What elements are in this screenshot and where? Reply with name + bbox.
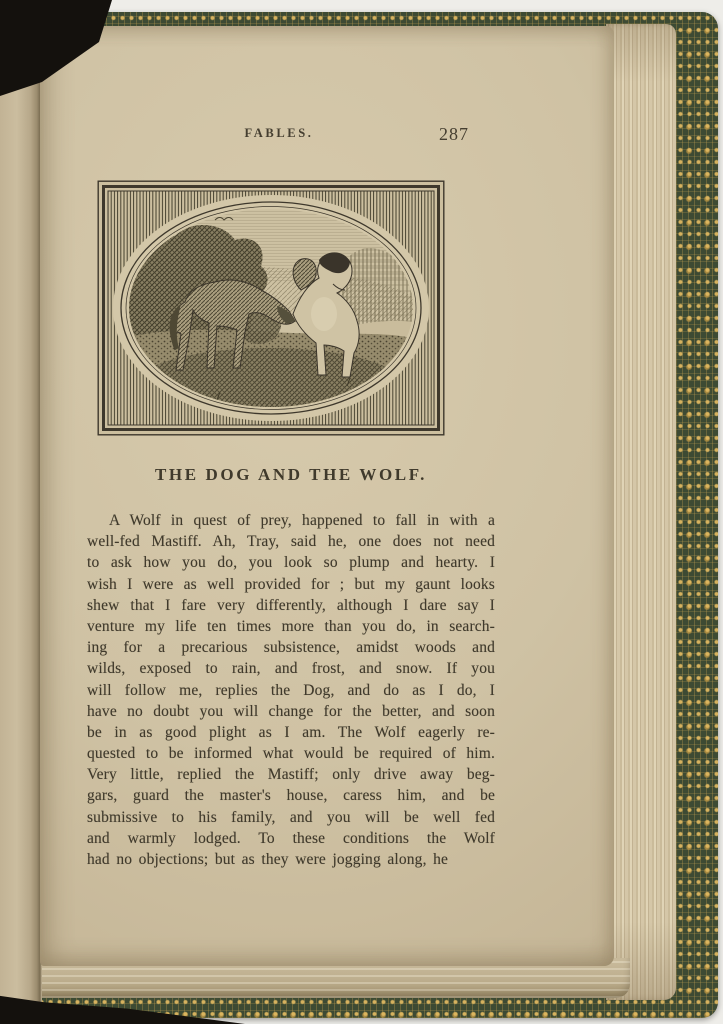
page-content: [87, 26, 495, 966]
page-fore-edge: [606, 24, 676, 1000]
running-header: FABLES.: [244, 126, 314, 140]
fable-illustration: [97, 180, 445, 436]
body-line: ing for a precarious subsistence, amidst woods and: [87, 639, 495, 657]
spine-gutter: [0, 16, 42, 1008]
body-line: to ask how you do, you look so plump and hearty. I: [87, 554, 495, 572]
body-line: shew that I fare very differently, although I dare say I: [87, 596, 495, 614]
body-line: submissive to his family, and you will be well fed: [87, 808, 495, 826]
engraving-dog-and-wolf: [97, 180, 445, 436]
page-header-row: [87, 126, 495, 148]
body-line: A Wolf in quest of prey, happened to fall in with a: [109, 512, 495, 529]
fable-title: THE DOG AND THE WOLF.: [154, 465, 428, 484]
body-line: and warmly lodged. To these conditions the Wolf: [87, 829, 495, 847]
page-number: 287: [439, 124, 469, 144]
body-line: Very little, replied the Mastiff; only drive away beg-: [87, 766, 495, 784]
body-line: have no doubt you will change for the better, and soon: [87, 702, 495, 720]
body-line: will follow me, replies the Dog, and do as I do, I: [87, 681, 495, 699]
book-page: [40, 26, 614, 966]
body-line: gars, guard the master's house, caress him, and be: [87, 787, 495, 805]
body-line: quested to be informed what would be required of him.: [87, 745, 495, 763]
fable-body: [87, 510, 495, 870]
body-line: wish I were as well provided for ; but my gaunt looks: [87, 575, 495, 593]
body-line: wilds, exposed to rain, and frost, and snow. If you: [87, 660, 495, 678]
body-line: venture my life ten times more than you do, in search-: [87, 617, 495, 635]
body-line: had no objections; but as they were jogging along, he: [87, 851, 449, 868]
body-line: be in as good plight as I am. The Wolf eagerly re-: [87, 723, 495, 741]
body-line: well-fed Mastiff. Ah, Tray, said he, one does not need: [87, 533, 495, 551]
